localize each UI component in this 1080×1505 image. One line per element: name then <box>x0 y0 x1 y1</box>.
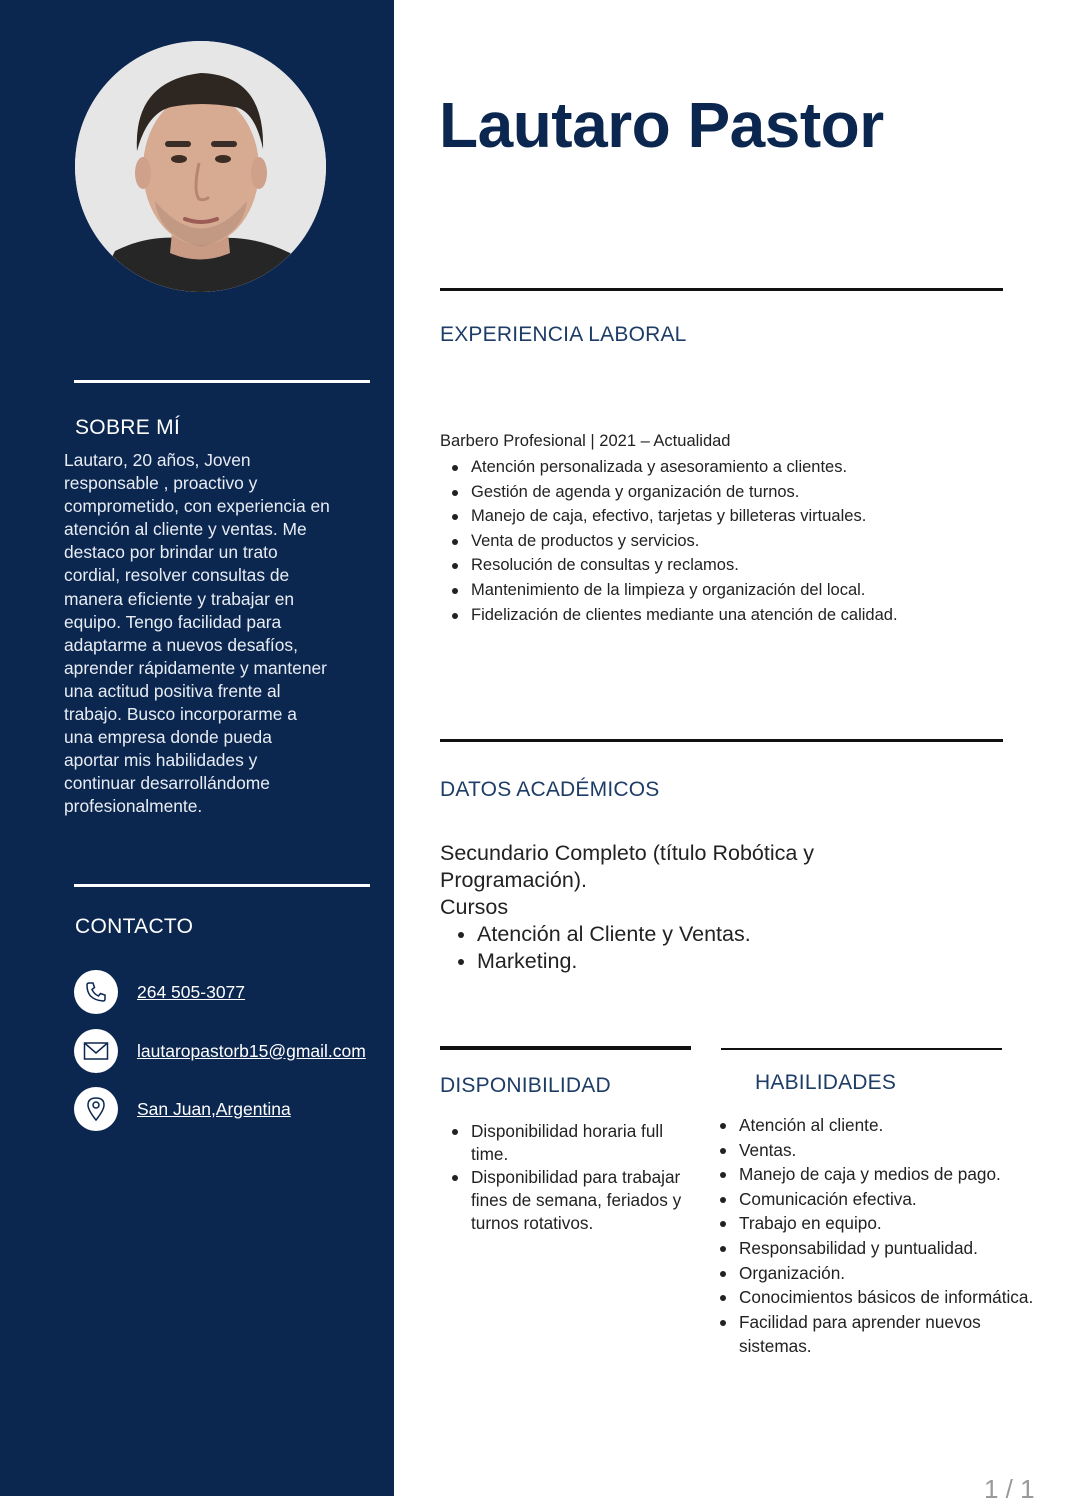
list-item: Manejo de caja y medios de pago. <box>708 1162 1043 1187</box>
job-title: Barbero Profesional | 2021 – Actualidad <box>440 432 731 450</box>
education-courses-label: Cursos <box>440 895 509 919</box>
list-item: Atención al cliente. <box>708 1113 1043 1138</box>
list-item: Venta de productos y servicios. <box>440 529 1040 554</box>
list-item: Organización. <box>708 1261 1043 1286</box>
list-item: Trabajo en equipo. <box>708 1211 1043 1236</box>
list-item: Gestión de agenda y organización de turnos. <box>440 480 1040 505</box>
list-item: Comunicación efectiva. <box>708 1187 1043 1212</box>
about-heading: SOBRE MÍ <box>75 416 181 439</box>
education-degree: Secundario Completo (título Robótica y Programación). <box>440 841 815 892</box>
list-item: Atención al Cliente y Ventas. <box>446 921 751 948</box>
page-title: Lautaro Pastor <box>439 89 884 161</box>
list-item: Conocimientos básicos de informática. <box>708 1285 1043 1310</box>
list-item: Disponibilidad para trabajar fines de semana, feriados y turnos rotativos. <box>440 1166 690 1235</box>
education-courses-list <box>446 921 751 975</box>
list-item: Disponibilidad horaria full time. <box>440 1120 690 1166</box>
experience-heading: EXPERIENCIA LABORAL <box>440 323 687 346</box>
list-item: Fidelización de clientes mediante una atención de calidad. <box>440 603 1040 628</box>
education-divider <box>440 739 1003 742</box>
list-item: Resolución de consultas y reclamos. <box>440 553 1040 578</box>
location-link[interactable]: San Juan,Argentina <box>137 1098 291 1119</box>
email-link[interactable]: lautaropastorb15@gmail.com <box>137 1040 366 1061</box>
list-item: Mantenimiento de la limpieza y organización del local. <box>440 578 1040 603</box>
list-item: Marketing. <box>446 948 751 975</box>
experience-divider <box>440 288 1003 291</box>
skills-heading: HABILIDADES <box>755 1071 897 1094</box>
about-text: Lautaro, 20 años, Joven responsable , proactivo y comprometido, con experiencia en atención al cliente y ventas. Me destaco por brindar un trato cordial, resolver consultas de manera eficiente y trabajar en equipo. Tengo facilidad para adaptarme a nuevos desafíos, aprender rápidamente y mantener una actitud positiva frente al trabajo. Busco incorporarme a una empresa donde pueda aportar mis habilidades y continuar desarrollándome profesionalmente. <box>64 450 330 817</box>
list-item: Ventas. <box>708 1138 1043 1163</box>
experience-list <box>440 455 1040 627</box>
availability-list <box>440 1120 690 1235</box>
availability-divider <box>440 1046 691 1050</box>
availability-heading: DISPONIBILIDAD <box>440 1074 611 1097</box>
contact-heading: CONTACTO <box>75 915 194 938</box>
list-item: Facilidad para aprender nuevos sistemas. <box>708 1310 1043 1359</box>
page-indicator: 1 / 1 <box>984 1474 1035 1504</box>
skills-divider <box>721 1048 1002 1050</box>
list-item: Manejo de caja, efectivo, tarjetas y billeteras virtuales. <box>440 504 1040 529</box>
phone-link[interactable]: 264 505-3077 <box>137 981 246 1002</box>
list-item: Responsabilidad y puntualidad. <box>708 1236 1043 1261</box>
education-heading: DATOS ACADÉMICOS <box>440 778 660 801</box>
skills-list <box>708 1113 1043 1359</box>
list-item: Atención personalizada y asesoramiento a clientes. <box>440 455 1040 480</box>
